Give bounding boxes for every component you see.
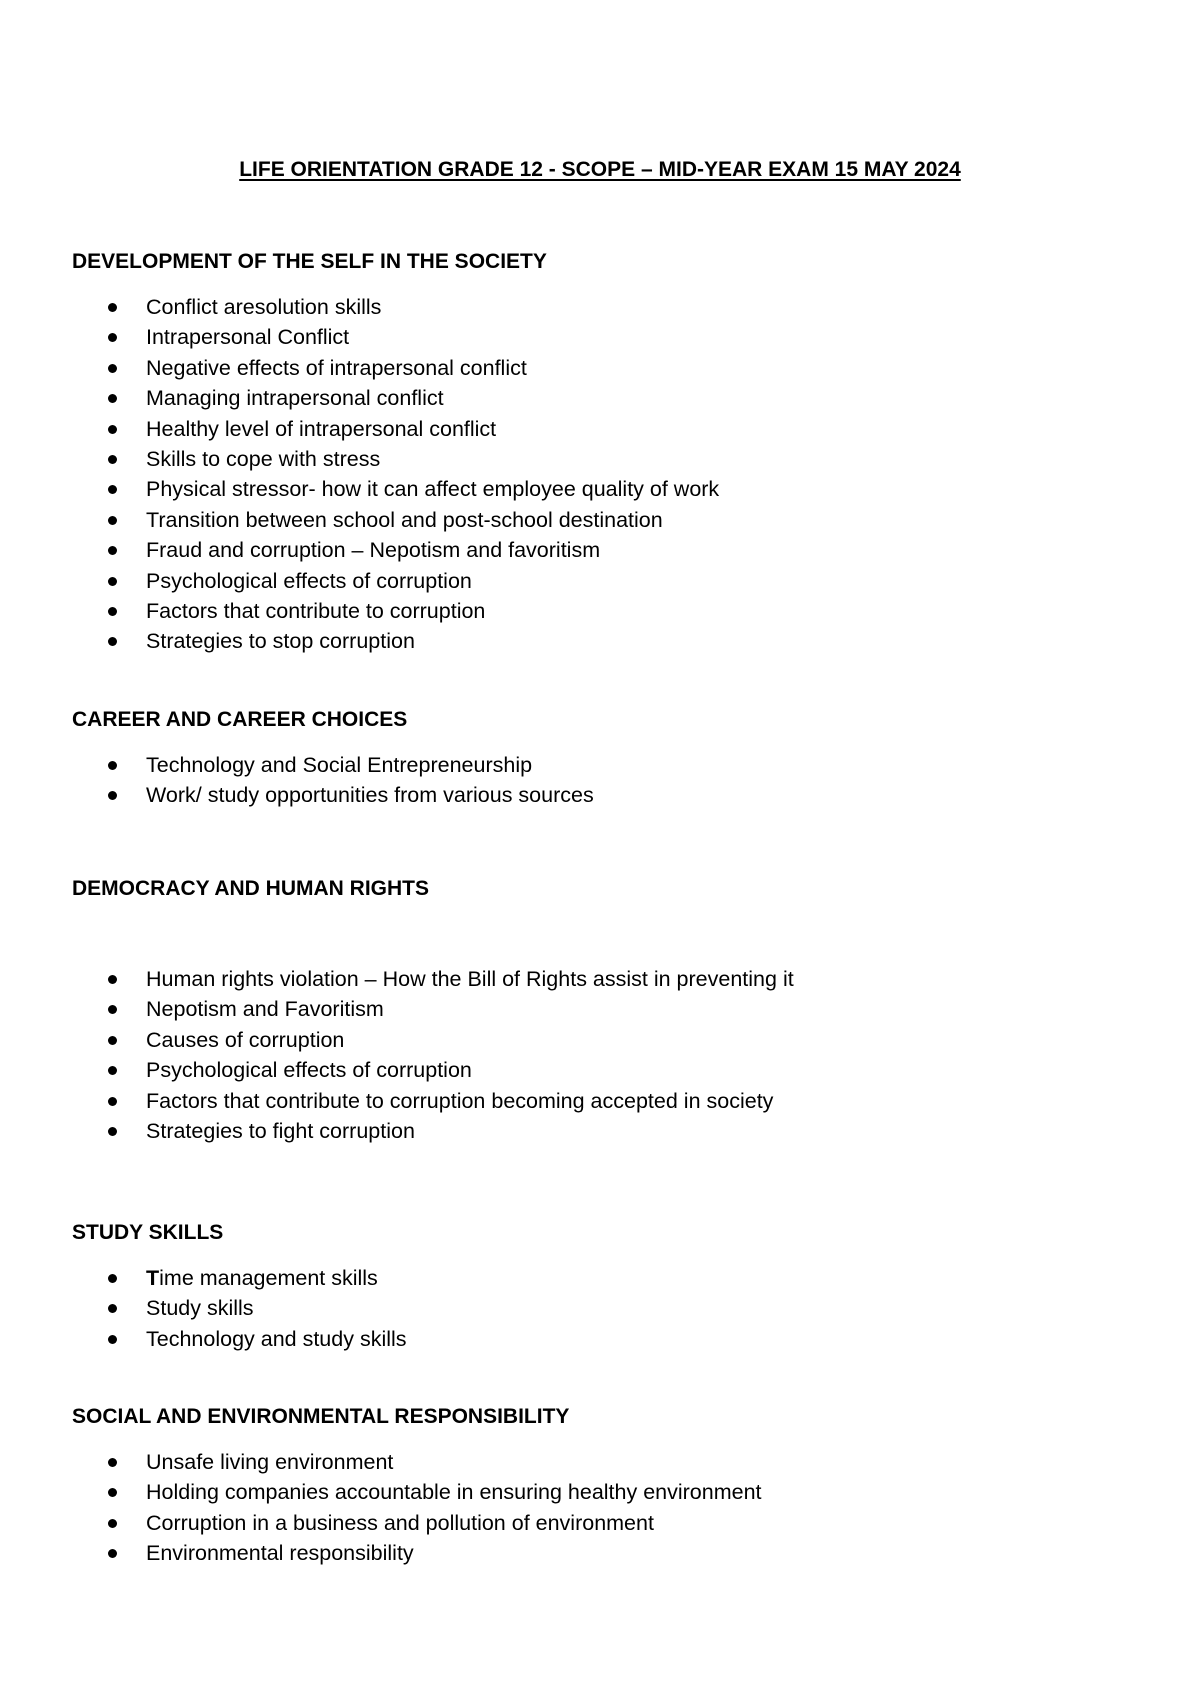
list-item: Human rights violation – How the Bill of Rights assist in preventing it <box>72 964 1132 994</box>
bullet-icon <box>108 1127 117 1136</box>
section-democracy-human-rights <box>72 875 1132 1146</box>
bullet-icon <box>108 1458 117 1467</box>
list-item: Causes of corruption <box>72 1025 1132 1055</box>
list-item: Time management skills <box>72 1263 1132 1293</box>
list-item: Managing intrapersonal conflict <box>72 383 1132 413</box>
list-item: Nepotism and Favoritism <box>72 994 1132 1024</box>
bullet-list <box>72 750 1132 811</box>
list-item: Work/ study opportunities from various sources <box>72 780 1132 810</box>
list-item: Environmental responsibility <box>72 1538 1132 1568</box>
list-item: Unsafe living environment <box>72 1447 1132 1477</box>
bullet-list <box>72 964 1132 1146</box>
bullet-icon <box>108 1036 117 1045</box>
bullet-icon <box>108 485 117 494</box>
bullet-icon <box>108 333 117 342</box>
bullet-icon <box>108 1549 117 1558</box>
bullet-icon <box>108 1066 117 1075</box>
list-item: Physical stressor- how it can affect employee quality of work <box>72 474 1132 504</box>
bullet-icon <box>108 425 117 434</box>
section-heading: DEVELOPMENT OF THE SELF IN THE SOCIETY <box>72 250 547 273</box>
bullet-list <box>72 292 1132 657</box>
bullet-icon <box>108 1005 117 1014</box>
bullet-icon <box>108 1097 117 1106</box>
list-item: Strategies to fight corruption <box>72 1116 1132 1146</box>
list-item: Factors that contribute to corruption becoming accepted in society <box>72 1086 1132 1116</box>
bullet-list <box>72 1447 1132 1569</box>
section-study-skills <box>72 1219 1132 1354</box>
bullet-icon <box>108 577 117 586</box>
bullet-icon <box>108 1335 117 1344</box>
list-item: Technology and Social Entrepreneurship <box>72 750 1132 780</box>
section-heading: DEMOCRACY AND HUMAN RIGHTS <box>72 877 429 900</box>
list-item: Intrapersonal Conflict <box>72 322 1132 352</box>
list-item: Healthy level of intrapersonal conflict <box>72 414 1132 444</box>
bold-initial: T <box>146 1266 160 1290</box>
bullet-icon <box>108 1488 117 1497</box>
list-item: Strategies to stop corruption <box>72 626 1132 656</box>
bullet-icon <box>108 394 117 403</box>
section-development-of-self <box>72 248 1132 657</box>
bullet-icon <box>108 516 117 525</box>
list-item: Transition between school and post-school destination <box>72 505 1132 535</box>
bullet-list <box>72 1263 1132 1354</box>
bullet-icon <box>108 364 117 373</box>
list-item: Conflict aresolution skills <box>72 292 1132 322</box>
bullet-icon <box>108 761 117 770</box>
list-item: Fraud and corruption – Nepotism and favoritism <box>72 535 1132 565</box>
bullet-icon <box>108 455 117 464</box>
list-item: Study skills <box>72 1293 1132 1323</box>
bullet-icon <box>108 546 117 555</box>
section-heading: STUDY SKILLS <box>72 1221 224 1244</box>
bullet-icon <box>108 1304 117 1313</box>
list-item: Technology and study skills <box>72 1324 1132 1354</box>
bullet-icon <box>108 975 117 984</box>
list-item: Factors that contribute to corruption <box>72 596 1132 626</box>
bullet-icon <box>108 637 117 646</box>
list-item: Holding companies accountable in ensuring healthy environment <box>72 1477 1132 1507</box>
section-heading: SOCIAL AND ENVIRONMENTAL RESPONSIBILITY <box>72 1405 570 1428</box>
section-career-choices <box>72 706 1132 811</box>
list-item: Psychological effects of corruption <box>72 1055 1132 1085</box>
bullet-icon <box>108 303 117 312</box>
section-social-environmental <box>72 1403 1132 1569</box>
document-title: LIFE ORIENTATION GRADE 12 - SCOPE – MID-YEAR EXAM 15 MAY 2024 <box>239 158 961 181</box>
bullet-icon <box>108 607 117 616</box>
section-heading: CAREER AND CAREER CHOICES <box>72 708 408 731</box>
bullet-icon <box>108 1519 117 1528</box>
list-item: Negative effects of intrapersonal conflict <box>72 353 1132 383</box>
bullet-icon <box>108 1274 117 1283</box>
list-item: Corruption in a business and pollution of environment <box>72 1508 1132 1538</box>
list-item: Skills to cope with stress <box>72 444 1132 474</box>
bullet-icon <box>108 791 117 800</box>
list-item: Psychological effects of corruption <box>72 566 1132 596</box>
